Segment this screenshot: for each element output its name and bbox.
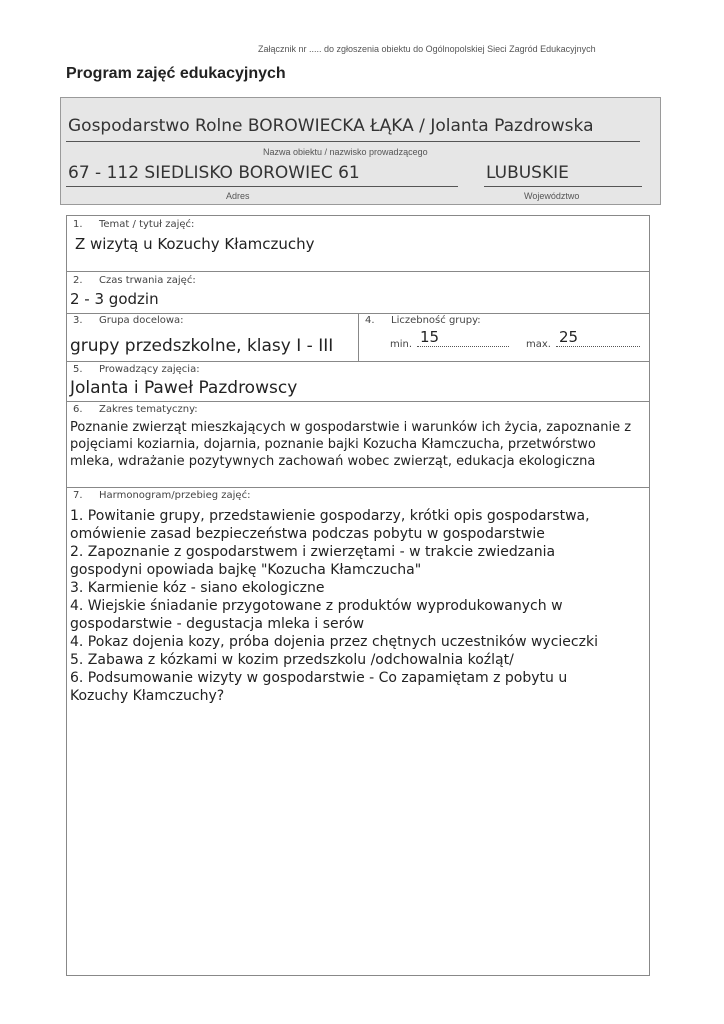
group-label: 3. Grupa docelowa: xyxy=(73,315,184,326)
scope-line: pojęciami koziarnia, dojarnia, poznanie bajki Kozucha Kłamczucha, przetwórstwo xyxy=(70,437,596,452)
schedule-text xyxy=(70,507,598,705)
divider-5 xyxy=(66,487,650,488)
schedule-line: 3. Karmienie kóz - siano ekologiczne xyxy=(70,580,325,596)
scope-label: 6. Zakres tematyczny: xyxy=(73,404,198,415)
leaders-label: 5. Prowadzący zajęcia: xyxy=(73,364,200,375)
schedule-line: 6. Podsumowanie wizyty w gospodarstwie - Co zapamiętam z pobytu u xyxy=(70,670,568,686)
scope-line: Poznanie zwierząt mieszkających w gospodarstwie i warunków ich życia, zapoznanie z xyxy=(70,420,632,435)
scope-text xyxy=(70,419,631,470)
topic-value: Z wizytą u Kozuchy Kłamczuchy xyxy=(75,235,315,253)
duration-label: 2. Czas trwania zajęć: xyxy=(73,275,196,286)
schedule-line: omówienie zasad bezpieczeństwa podczas pobytu w gospodarstwie xyxy=(70,526,545,542)
group-size-label: 4. Liczebność grupy: xyxy=(365,315,481,326)
schedule-line: 2. Zapoznanie z gospodarstwem i zwierzętami - w trakcie zwiedzania xyxy=(70,544,556,560)
group-value: grupy przedszkolne, klasy I - III xyxy=(70,336,334,356)
duration-value: 2 - 3 godzin xyxy=(70,290,159,308)
schedule-line: Kozuchy Kłamczuchy? xyxy=(70,688,225,704)
attachment-note: Załącznik nr ..... do zgłoszenia obiektu do Ogólnopolskiej Sieci Zagród Edukacyjnych xyxy=(258,44,596,54)
address-underline xyxy=(66,186,458,187)
voivodeship-caption: Województwo xyxy=(524,191,580,201)
divider-vertical xyxy=(358,313,359,361)
name-caption: Nazwa obiektu / nazwisko prowadzącego xyxy=(263,147,428,157)
max-value: 25 xyxy=(559,328,579,346)
schedule-line: 4. Wiejskie śniadanie przygotowane z produktów wyprodukowanych w xyxy=(70,598,563,614)
divider-4 xyxy=(66,401,650,402)
facility-address: 67 - 112 SIEDLISKO BOROWIEC 61 xyxy=(68,163,360,183)
facility-name: Gospodarstwo Rolne BOROWIECKA ŁĄKA / Jolanta Pazdrowska xyxy=(68,116,594,136)
schedule-line: gospodarstwie - degustacja mleka i serów xyxy=(70,616,365,632)
page-title: Program zajęć edukacyjnych xyxy=(66,65,286,82)
name-underline xyxy=(66,141,640,142)
address-caption: Adres xyxy=(226,191,250,201)
topic-label: 1. Temat / tytuł zajęć: xyxy=(73,219,195,230)
divider-3 xyxy=(66,361,650,362)
min-value: 15 xyxy=(420,328,440,346)
schedule-line: 1. Powitanie grupy, przedstawienie gospodarzy, krótki opis gospodarstwa, xyxy=(70,508,590,524)
facility-voivodeship: LUBUSKIE xyxy=(486,163,569,183)
schedule-label: 7. Harmonogram/przebieg zajęć: xyxy=(73,490,251,501)
voivodeship-underline xyxy=(484,186,642,187)
scope-line: mleka, wdrażanie pozytywnych zachowań wobec zwierząt, edukacja ekologiczna xyxy=(70,454,596,469)
schedule-line: 5. Zabawa z kózkami w kozim przedszkolu /odchowalnia koźląt/ xyxy=(70,652,514,668)
schedule-line: gospodyni opowiada bajkę "Kozucha Kłamczucha" xyxy=(70,562,422,578)
max-label: max. xyxy=(526,339,551,350)
min-label: min. xyxy=(390,339,413,350)
schedule-line: 4. Pokaz dojenia kozy, próba dojenia przez chętnych uczestników wycieczki xyxy=(70,634,598,650)
leaders-value: Jolanta i Paweł Pazdrowscy xyxy=(70,378,298,398)
divider-1 xyxy=(66,271,650,272)
